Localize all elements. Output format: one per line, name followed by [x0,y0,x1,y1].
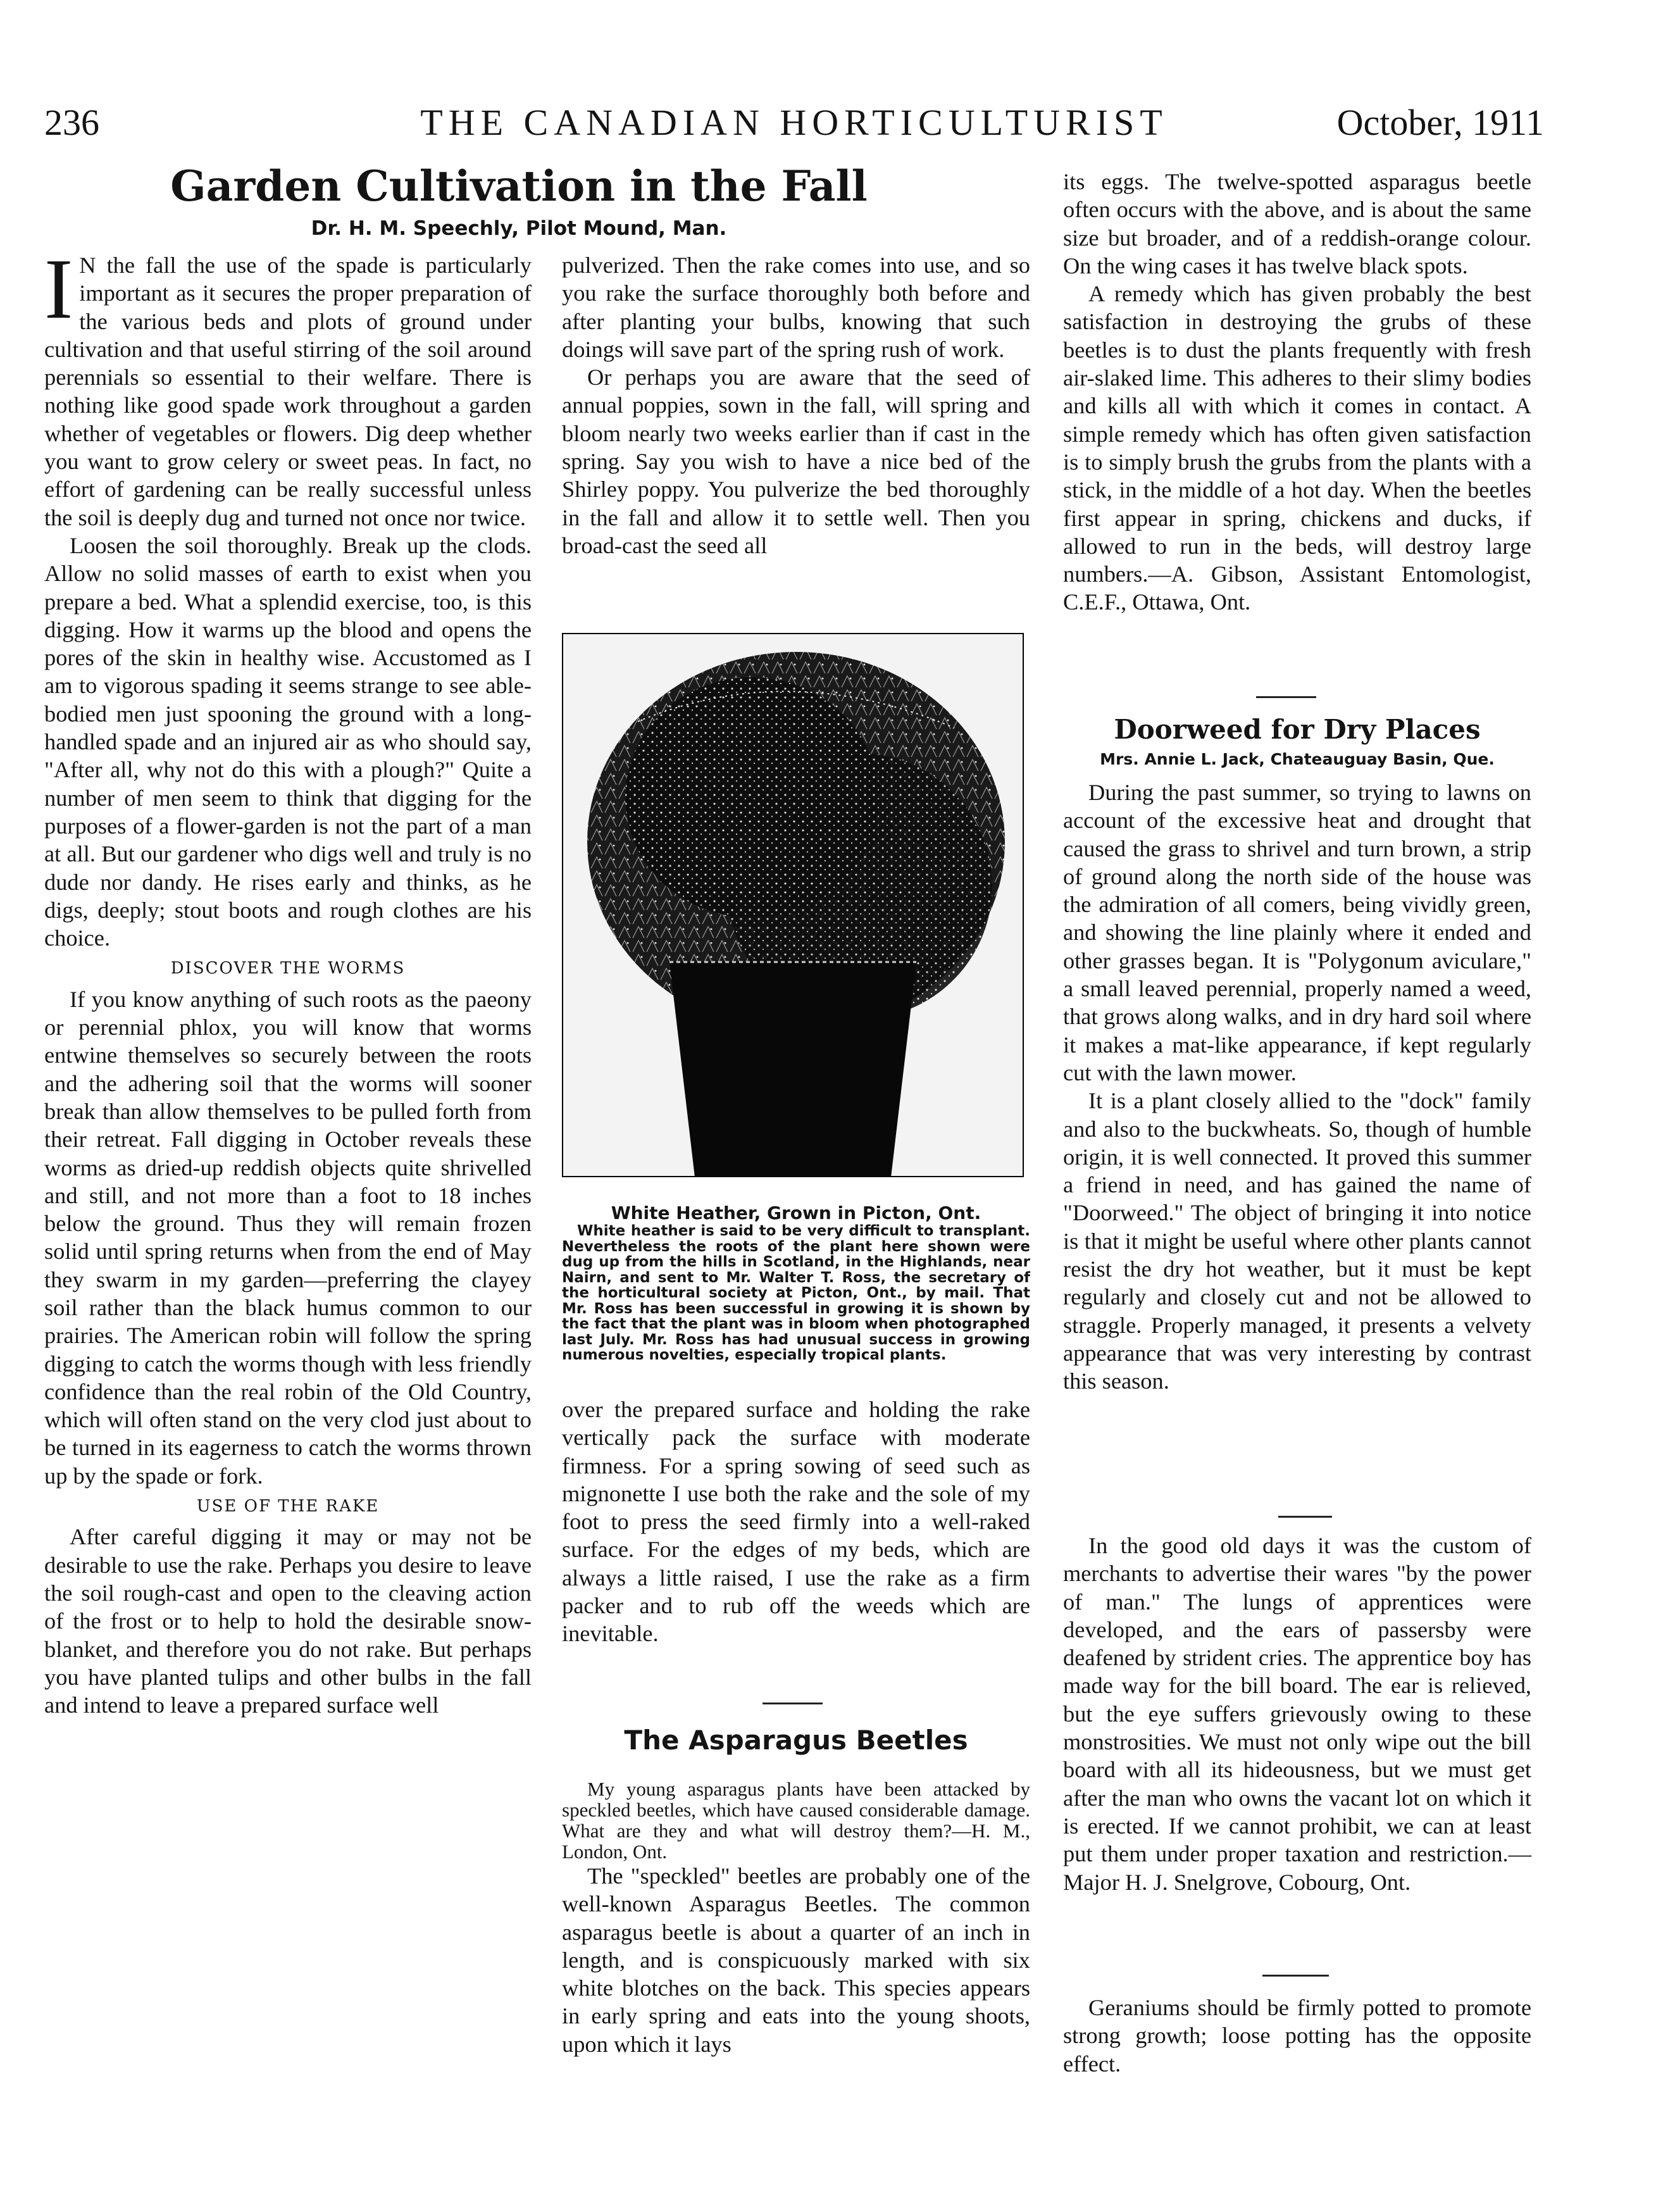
paragraph: Loosen the soil thoroughly. Break up the clods. Allow no solid masses of earth to exist when you prepare a bed. What a splendid exercise, too, is this digging. How it warms up the blood and opens the pores of the skin in healthy wise. Accustomed as I am to vigorous spading it seems strange to see able-bodied men just spooning the ground with a long-handled spade and an injured air as who should say, "After all, why not do this with a plough?" Quite a number of men seem to think that digging for the purposes of a flower-garden is not the part of a man at all. But our gardener who digs well and truly is no dude nor dandy. He rises early and thinks, as he digs, deeply; stout boots and rough clothes are his choice. [44,532,532,951]
paragraph: Geraniums should be firmly potted to promote strong growth; loose potting has the opposite effect. [1063,1995,1531,2077]
paragraph: After careful digging it may or may not be desirable to use the rake. Perhaps you desire to leave the soil rough-cast and open to the cleaving action of the frost or to help to hold the desirable snow-blanket, and therefore you do not rake. But perhaps you have planted tulips and other bulbs in the fall and intend to leave a prepared surface well [44,1524,532,1718]
paragraph: pulverized. Then the rake comes into use, and so you rake the surface thoroughly both before and after planting your bulbs, knowing that such doings will save part of the spring rush of work. [562,253,1030,362]
column-1 [44,242,532,1719]
paragraph: over the prepared surface and holding the rake vertically pack the surface with moderate firmness. For a spring sowing of seed such as mignonette I use both the rake and the sole of my foot to press the seed firmly into a well-raked surface. For the edges of my beds, which are always a little raised, I use the rake as a firm packer and to rub off the weeds which are inevitable. [562,1397,1030,1647]
photo-caption [562,1203,1030,1363]
paragraph: I N the fall the use of the spade is particularly important as it secures the proper preparation of the various beds and plots of ground under cultivation and that useful stirring of the soil around perennials so essential to their welfare. There is nothing like good spade work throughout a garden whether of vegetables or flowers. Dig deep whether you want to grow celery or sweet peas. In fact, no effort of gardening can be really successful unless the soil is deeply dug and turned not once nor twice. [44,242,532,530]
column-3-top [1063,168,1531,616]
issue-date: October, 1911 [1336,102,1544,143]
page-header [44,101,1544,152]
drop-cap: I [44,242,73,337]
doorweed-byline: Mrs. Annie L. Jack, Chateauguay Basin, Que. [1100,750,1495,768]
doorweed-title: Doorweed for Dry Places [1114,714,1481,745]
heather-photograph [562,633,1024,1177]
article-byline: Dr. H. M. Speechly, Pilot Mound, Man. [311,217,727,240]
journal-title: THE CANADIAN HORTICULTURIST [420,102,1168,143]
heather-image [562,633,1024,1177]
divider-rule [763,1703,823,1704]
caption-text: White heather is said to be very difficult to transplant. Nevertheless the roots of the plant here shown were dug up from the hills in Scotland, in the Highlands, near Nairn, and sent to Mr. Walter T. Ross, the secretary of the horticultural society at Picton, Ont., by mail. That Mr. Ross has been successful in growing it is shown by the fact that the plant was in bloom when photographed last July. Mr. Ross has had unusual success in growing numerous novelties, especially tropical plants. [562,1223,1030,1363]
paragraph: In the good old days it was the custom of merchants to advertise their wares "by the power of man." The lungs of apprentices were developed, and the ears of passersby were deafened by strident cries. The apprentice boy has made way for the bill board. The ear is relieved, but the eye suffers grievously owing to these monstrosities. We must not only wipe out the bill board with all its hideousness, but we must get after the man who owns the vacant lot on which it is erected. If we cannot prohibit, we can at least put them under proper taxation and restriction.—Major H. J. Snelgrove, Cobourg, Ont. [1063,1533,1531,1895]
column-3-geraniums [1063,1994,1531,2078]
reader-question: My young asparagus plants have been attacked by speckled beetles, which have caused considerable damage. What are they and what will destroy them?—H. M., London, Ont. [562,1778,1030,1863]
paragraph: If you know anything of such roots as the paeony or perennial phlox, you will know that worms entwine themselves so securely between the roots and the adhering soil that the worms will sooner break than allow themselves to be pulled forth from their retreat. Fall digging in October reveals these worms as dried-up reddish objects quite shrivelled and still, and not more than a foot to 18 inches below the ground. Thus they will remain frozen solid until spring returns when from the end of May they swarm in my garden—preferring the clayey soil rather than the black humus common to our prairies. The American robin will follow the spring digging to catch the worms though with less friendly confidence than the real robin of the Old Country, which will often stand on the very clod just about to be turned in its eagerness to catch the worms thrown up by the spade or fork. [44,986,532,1489]
divider-rule [1256,696,1316,698]
column-2-middle [562,1396,1030,1648]
paragraph: The "speckled" beetles are probably one of the well-known Asparagus Beetles. The common asparagus beetle is about a quarter of an inch in length, and is conspicuously marked with six white blotches on the back. This species appears in early spring and eats into the young shoots, upon which it lays [562,1863,1030,2057]
column-3-billboards [1063,1532,1531,1896]
paragraph: It is a plant closely allied to the "dock" family and also to the buckwheats. So, though of humble origin, it is well connected. It proved this summer a friend in need, and has gained the name of "Doorweed." The object of bringing it into notice is that it might be useful where other plants cannot resist the dry hot weather, but it must be kept regularly and closely cut and not be allowed to straggle. Properly managed, it presents a velvety appearance that was very interesting by contrast this season. [1063,1088,1531,1394]
paragraph: A remedy which has given probably the best satisfaction in destroying the grubs of these beetles is to dust the plants frequently with fresh air-slaked lime. This adheres to their slimy bodies and kills all with which it comes in contact. A simple remedy which has often given satisfaction is to simply brush the grubs from the plants with a stick, in the middle of a hot day. When the beetles first appear in spring, chickens and ducks, if allowed to run in the beds, will destroy large numbers.—A. Gibson, Assistant Entomologist, C.E.F., Ottawa, Ont. [1063,281,1531,615]
column-3-middle [1063,778,1531,1396]
column-2-bottom [562,1778,1030,2058]
paragraph: its eggs. The twelve-spotted asparagus beetle often occurs with the above, and is about the same size but broader, and of a reddish-orange colour. On the wing cases it has twelve black spots. [1063,169,1531,278]
page-number: 236 [44,102,99,143]
paragraph: Or perhaps you are aware that the seed of annual poppies, sown in the fall, will spring and bloom nearly two weeks earlier than if cast in the spring. Say you wish to have a nice bed of the Shirley poppy. You pulverize the bed thoroughly in the fall and allow it to settle well. Then you broad-cast the seed all [562,365,1030,558]
column-2-top [562,251,1030,559]
subheading: DISCOVER THE WORMS [170,959,406,978]
divider-rule [1262,1975,1329,1977]
article-title: Garden Cultivation in the Fall [170,161,868,211]
paragraph: During the past summer, so trying to lawns on account of the excessive heat and drought that caused the grass to shrivel and turn brown, a strip of ground along the north side of the house was the admiration of all comers, being vividly green, and showing the line plainly where it ended and other grasses began. It is "Polygonum aviculare," a small leaved perennial, properly named a weed, that grows along walks, and in dry hard soil where it makes a mat-like appearance, if kept regularly cut with the lawn mower. [1063,780,1531,1085]
caption-title: White Heather, Grown in Picton, Ont. [611,1203,981,1223]
divider-rule [1278,1516,1332,1518]
asparagus-title: The Asparagus Beetles [624,1725,968,1756]
subheading: USE OF THE RAKE [196,1497,380,1516]
